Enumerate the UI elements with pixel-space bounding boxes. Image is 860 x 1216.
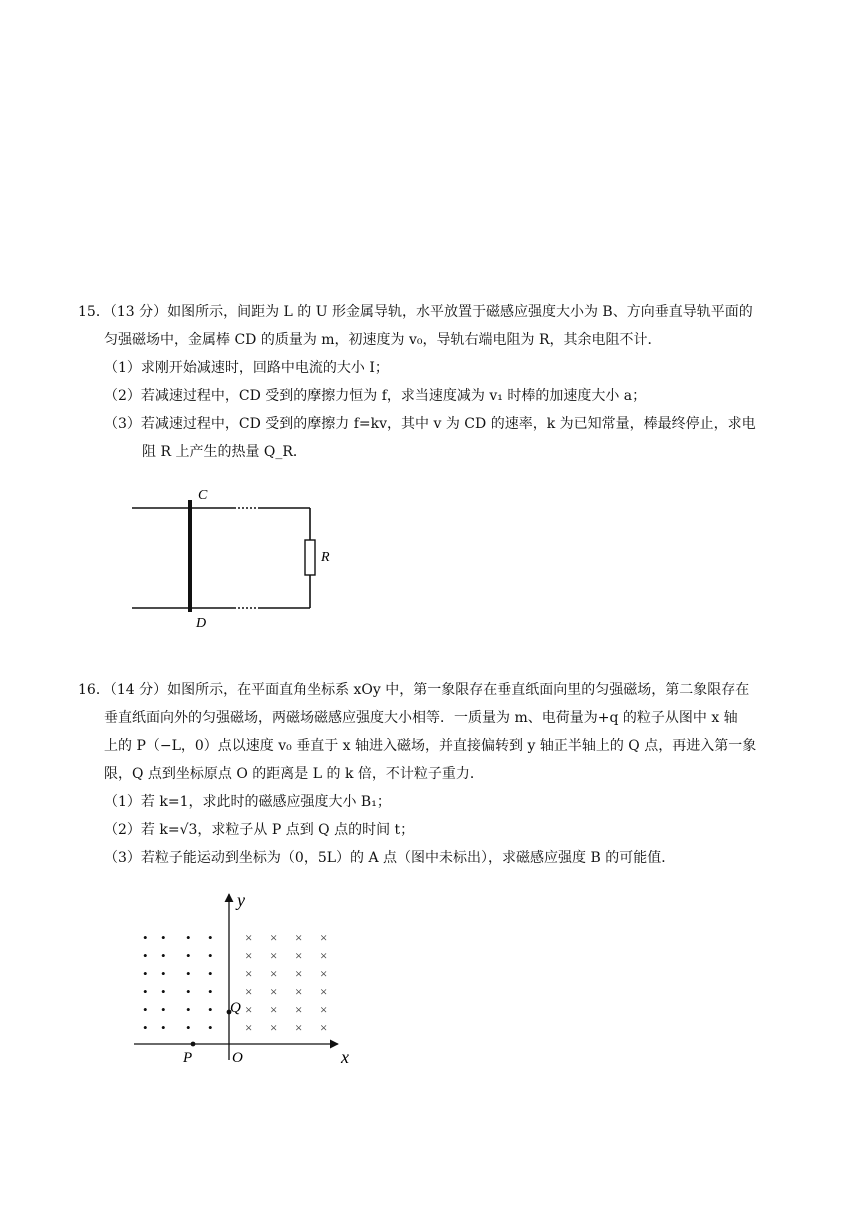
field-dot-4-1: • [161,1002,166,1017]
field-dot-0-2: • [186,930,191,945]
p16-line-1: 16．（14 分）如图所示，在平面直角坐标系 xOy 中，第一象限存在垂直纸面向里的匀强磁场，第二象限存在 [78,682,750,698]
field-dot-0-1: • [161,930,166,945]
field-dot-4-3: • [208,1002,213,1017]
label-q: Q [230,1000,241,1016]
field-into-page-crosses [245,930,327,1035]
field-cross-2-2: × [295,966,303,981]
field-cross-1-1: × [270,948,278,963]
field-cross-0-3: × [320,930,328,945]
field-cross-4-1: × [270,1002,278,1017]
p15-q3: （3）若减速过程中，CD 受到的摩擦力 f=kv，其中 v 为 CD 的速率，k 为已知常量，棒最终停止，求电 [104,416,756,432]
field-cross-1-2: × [295,948,303,963]
field-out-of-page-dots [143,930,213,1035]
field-dot-3-2: • [186,984,191,999]
p16-q2: （2）若 k=√3，求粒子从 P 点到 Q 点的时间 t； [104,822,415,838]
field-cross-2-0: × [245,966,253,981]
field-dot-1-1: • [161,948,166,963]
field-cross-3-3: × [320,984,328,999]
label-r: R [321,550,330,565]
p15-q3-cont: 阻 R 上产生的热量 Q_R． [142,444,307,460]
field-dot-4-0: • [143,1002,148,1017]
field-dot-2-1: • [161,966,166,981]
field-dot-5-1: • [161,1020,166,1035]
label-d: D [196,616,207,631]
p15-line-1: 15．（13 分）如图所示，间距为 L 的 U 形金属导轨，水平放置于磁感应强度大小为 B、方向垂直导轨平面的 [78,304,753,320]
field-dot-0-0: • [143,930,148,945]
field-dot-0-3: • [208,930,213,945]
field-dot-5-2: • [186,1020,191,1035]
field-dot-1-2: • [186,948,191,963]
field-dot-1-3: • [208,948,213,963]
field-cross-5-1: × [270,1020,278,1035]
field-cross-4-0: × [245,1002,253,1017]
field-dot-3-0: • [143,984,148,999]
field-cross-2-3: × [320,966,328,981]
p16-line-4: 限，Q 点到坐标原点 O 的距离是 L 的 k 倍，不计粒子重力． [104,766,484,782]
field-cross-3-0: × [245,984,253,999]
p16-line-2: 垂直纸面向外的匀强磁场，两磁场磁感应强度大小相等．一质量为 m、电荷量为+q 的粒子从图中 x 轴 [104,710,738,726]
label-y: y [237,890,245,910]
problem-15 [78,298,784,466]
field-dot-2-0: • [143,966,148,981]
field-cross-4-2: × [295,1002,303,1017]
p15-line-2: 匀强磁场中，金属棒 CD 的质量为 m，初速度为 v₀，导轨右端电阻为 R，其余电阻不计． [104,332,662,348]
p15-q1: （1）求刚开始减速时，回路中电流的大小 I； [104,360,389,376]
label-x: x [341,1047,349,1067]
field-dot-2-2: • [186,966,191,981]
p16-coordinate-figure [120,888,370,1073]
field-cross-1-0: × [245,948,253,963]
field-dot-4-2: • [186,1002,191,1017]
label-p: P [183,1050,193,1066]
field-cross-0-0: × [245,930,253,945]
field-dot-5-0: • [143,1020,148,1035]
label-o: O [232,1050,243,1066]
p16-line-3: 上的 P（−L，0）点以速度 v₀ 垂直于 x 轴进入磁场，并直接偏转到 y 轴正半轴上的 Q 点，再进入第一象 [104,738,757,754]
field-cross-2-1: × [270,966,278,981]
field-cross-0-2: × [295,930,303,945]
field-cross-1-3: × [320,948,328,963]
p15-q2: （2）若减速过程中，CD 受到的摩擦力恒为 f，求当速度减为 v₁ 时棒的加速度大小 a； [104,388,647,404]
field-cross-5-2: × [295,1020,303,1035]
field-cross-5-3: × [320,1020,328,1035]
field-cross-0-1: × [270,930,278,945]
p16-q3: （3）若粒子能运动到坐标为（0，5L）的 A 点（图中未标出），求磁感应强度 B 的可能值． [104,850,676,866]
field-cross-3-2: × [295,984,303,999]
label-c: C [198,488,208,503]
field-cross-4-3: × [320,1002,328,1017]
field-cross-5-0: × [245,1020,253,1035]
point-p-dot [191,1042,196,1047]
field-dot-1-0: • [143,948,148,963]
field-dot-2-3: • [208,966,213,981]
problem-16 [78,676,784,872]
field-dot-3-3: • [208,984,213,999]
field-dot-3-1: • [161,984,166,999]
resistor [305,540,315,575]
p15-circuit-figure [120,484,360,634]
p16-q1: （1）若 k=1，求此时的磁感应强度大小 B₁； [104,794,391,810]
field-cross-3-1: × [270,984,278,999]
field-dot-5-3: • [208,1020,213,1035]
